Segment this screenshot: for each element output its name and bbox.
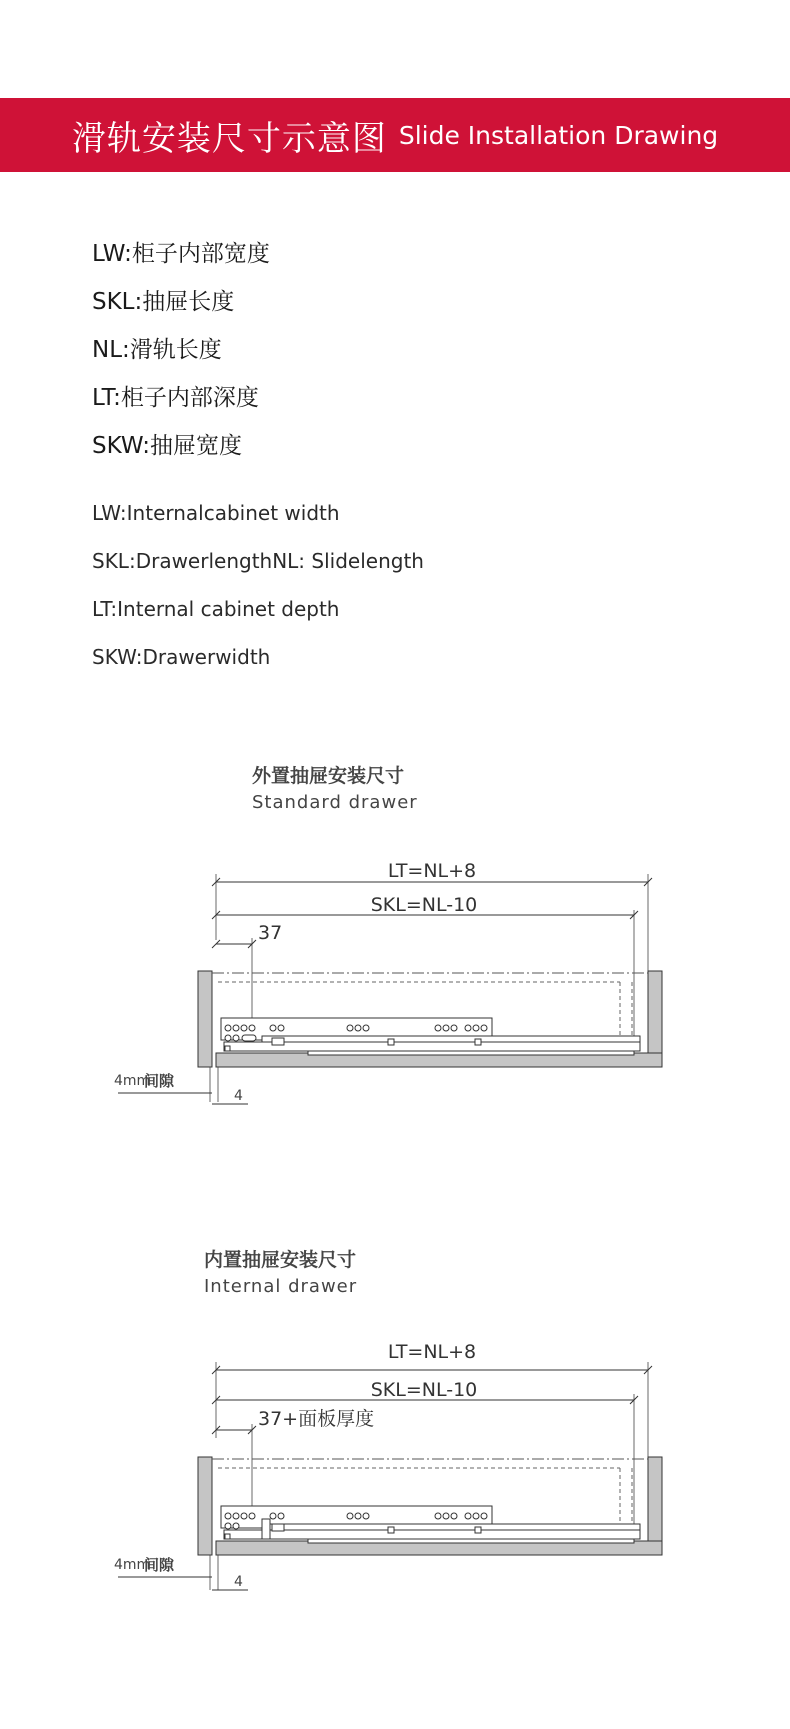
gap-number: 4mm: [114, 1073, 151, 1089]
legend-en-skw: SKW:Drawerwidth: [92, 645, 271, 669]
slide-bottom-strip: [308, 1051, 634, 1055]
lt-label: LT=NL+8: [387, 860, 477, 882]
cabinet-side-left: [198, 971, 212, 1067]
gap-dim-label: 4: [234, 1088, 243, 1104]
legend-zh-lt: LT:柜子内部深度: [92, 385, 259, 411]
slide-front-bracket: [262, 1519, 270, 1539]
skl-label: SKL=NL-10: [370, 894, 478, 916]
gap-label: 间隙: [144, 1556, 175, 1574]
legend-zh-lw: LW:柜子内部宽度: [92, 241, 270, 267]
slide-base-member: [224, 1042, 640, 1051]
legend-en: [92, 498, 424, 690]
internal-drawer-diagram: [0, 1238, 790, 1618]
legend-en-skl-nl: SKL:DrawerlengthNL: Slidelength: [92, 549, 424, 573]
legend-zh-skw: SKW:抽屉宽度: [92, 433, 243, 459]
diagram-title-en: Standard drawer: [252, 792, 418, 813]
slide-bottom-strip: [308, 1539, 634, 1543]
standard-drawer-diagram: [0, 750, 790, 1130]
slide-latch: [272, 1038, 284, 1045]
legend-zh: [92, 236, 270, 476]
cabinet-side-left: [198, 1457, 212, 1555]
title-banner: [0, 98, 790, 172]
offset-label: 37: [258, 922, 283, 944]
diagram-title-en: Internal drawer: [204, 1276, 358, 1297]
lt-label: LT=NL+8: [387, 1341, 477, 1363]
legend-zh-skl: SKL:抽屉长度: [92, 289, 235, 315]
skl-label: SKL=NL-10: [370, 1379, 478, 1401]
gap-dim-label: 4: [234, 1574, 243, 1590]
diagram-title-zh: 内置抽屉安装尺寸: [204, 1249, 357, 1271]
legend-en-lt: LT:Internal cabinet depth: [92, 597, 340, 621]
diagram-title-zh: 外置抽屉安装尺寸: [252, 765, 405, 787]
offset-label: 37+面板厚度: [258, 1408, 375, 1430]
gap-label: 间隙: [144, 1072, 175, 1090]
banner-title-zh: 滑轨安装尺寸示意图: [71, 118, 387, 159]
cabinet-side-right: [648, 1457, 662, 1555]
banner-title-en: Slide Installation Drawing: [398, 120, 719, 150]
gap-number: 4mm: [114, 1557, 151, 1573]
legend-en-lw: LW:Internalcabinet width: [92, 501, 340, 525]
slide-base-member: [224, 1530, 640, 1539]
legend-zh-nl: NL:滑轨长度: [92, 337, 222, 363]
